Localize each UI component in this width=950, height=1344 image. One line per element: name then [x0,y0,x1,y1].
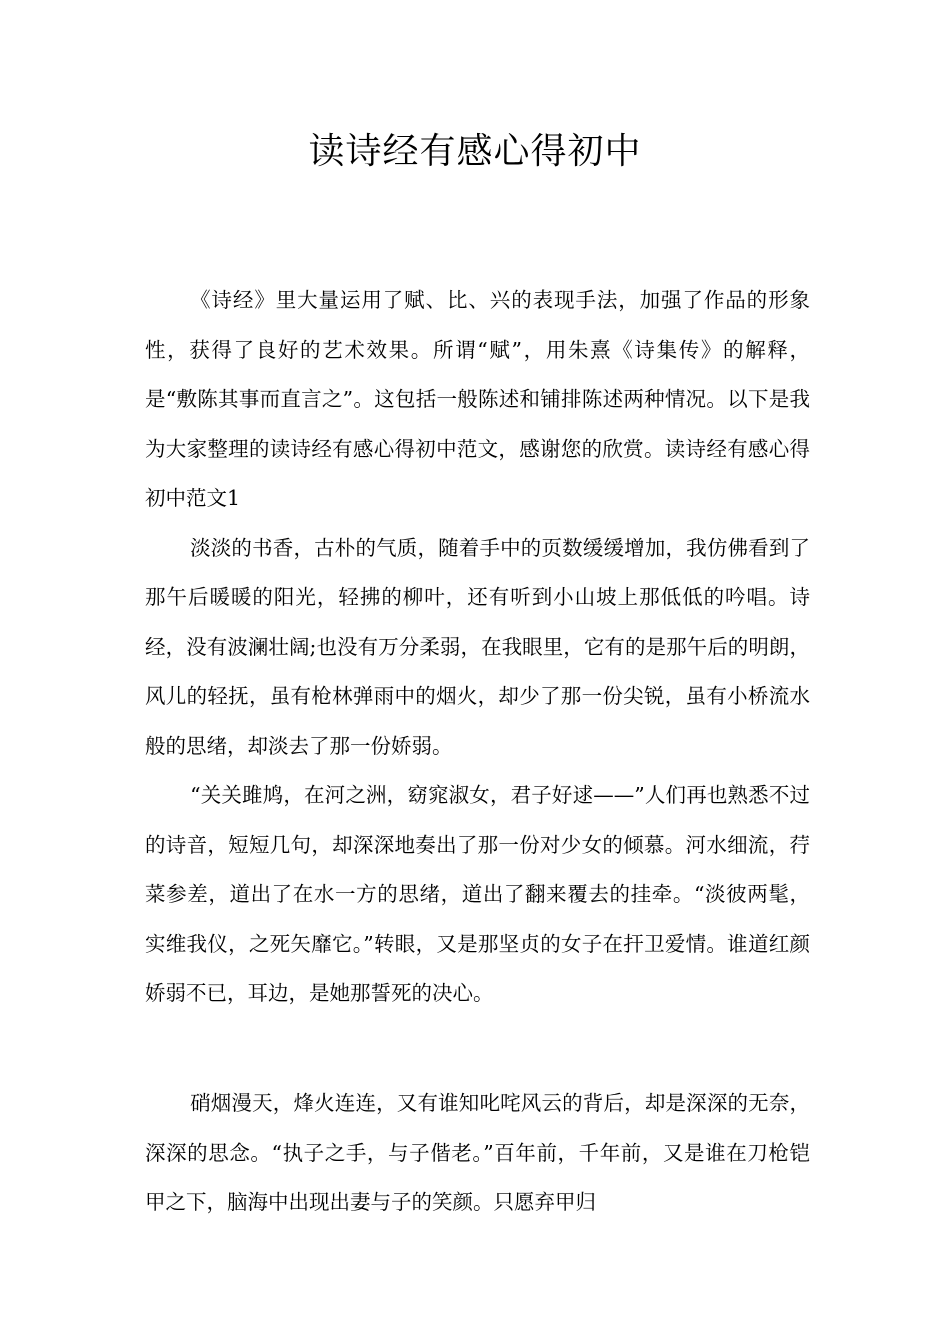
document-body-upper [145,276,810,1019]
document-body-lower [145,1079,810,1228]
paragraph-fragrance: 淡淡的书香，古朴的气质，随着手中的页数缓缓增加，我仿佛看到了那午后暖暖的阳光，轻拂的柳叶，还有听到小山坡上那低低的吟唱。诗经，没有波澜壮阔;也没有万分柔弱，在我眼里，它有的是那午后的明朗，风儿的轻抚，虽有枪林弹雨中的烟火，却少了那一份尖锐，虽有小桥流水般的思绪，却淡去了那一份娇弱。 [145,535,810,758]
paragraph-guanju: “关关雎鸠，在河之洲，窈窕淑女，君子好逑——”人们再也熟悉不过的诗音，短短几句，却深深地奏出了那一份对少女的倾慕。河水细流，荇菜参差，道出了在水一方的思绪，道出了翻来覆去的挂牵。“淡彼两髦，实维我仪，之死矢靡它。”转眼，又是那坚贞的女子在扞卫爱情。谁道红颜娇弱不已，耳边，是她那誓死的决心。 [145,783,810,1005]
paragraph-intro: 《诗经》里大量运用了赋、比、兴的表现手法，加强了作品的形象性，获得了良好的艺术效果。所谓“赋”，用朱熹《诗集传》的解释，是“敷陈其事而直言之”。这包括一般陈述和铺排陈述两种情况。以下是我为大家整理的读诗经有感心得初中范文，感谢您的欣赏。读诗经有感心得初中范文1 [145,288,810,510]
paragraph-war: 硝烟漫天，烽火连连，又有谁知叱咤风云的背后，却是深深的无奈，深深的思念。“执子之手，与子偕老。”百年前，千年前，又是谁在刀枪铠甲之下，脑海中出现出妻与子的笑颜。只愿弃甲归 [145,1091,810,1214]
document-title: 读诗经有感心得初中 [308,131,642,172]
